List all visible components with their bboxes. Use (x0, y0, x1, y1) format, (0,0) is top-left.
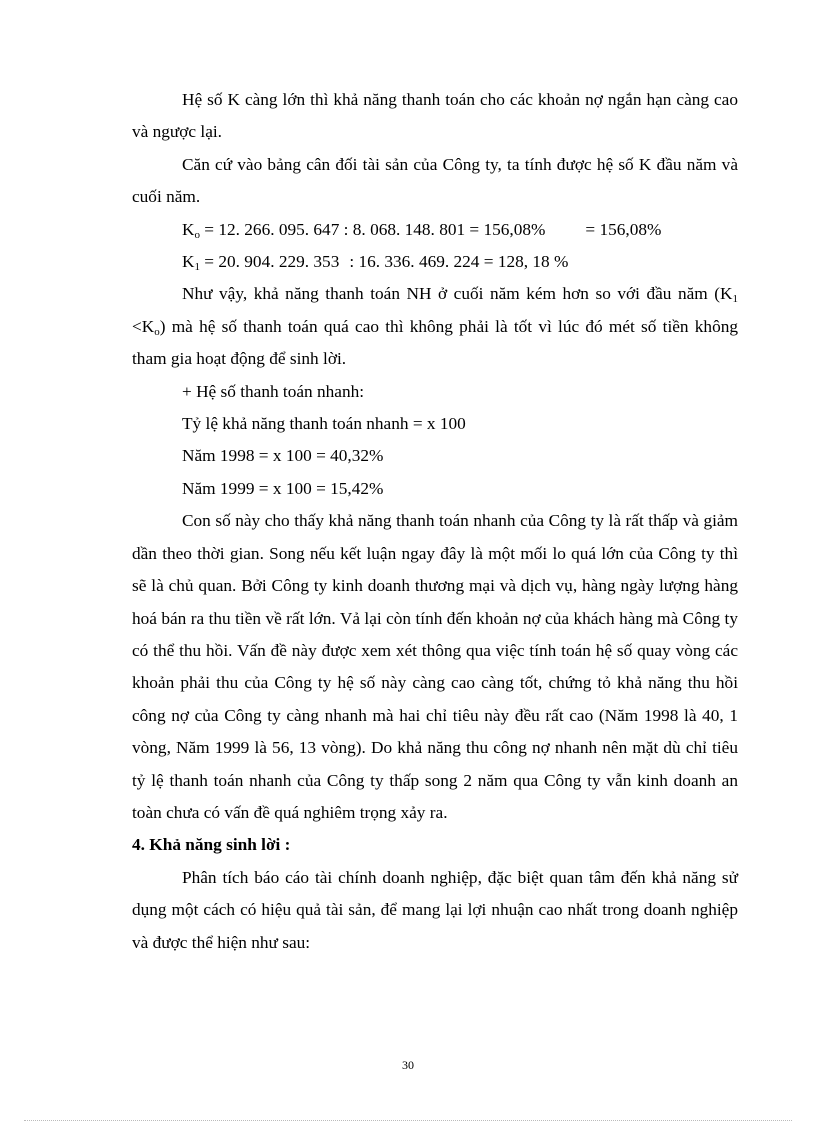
quick-ratio-heading: + Hệ số thanh toán nhanh: (182, 381, 365, 401)
section-heading-profitability: 4. Khả năng sinh lời : (132, 835, 291, 855)
k1-subscript: 1 (194, 261, 200, 274)
paragraph-quick-ratio-analysis: Con số này cho thấy khả năng thanh toán nhanh của Công ty là rất thấp và giảm dần theo thời gian. Song nếu kết luận ngay đây là một mối lo quá lớn của Công ty thì sẽ là chủ quan. Bởi Công ty kinh doanh thương mại và dịch vụ, hàng ngày lượng hàng hoá bán ra thu tiền về rất lớn. Vả lại còn tính đến khoản nợ của khách hàng mà Công ty có thể thu hồi. Vấn đề này được xem xét thông qua việc tính toán hệ số quay vòng các khoản phải thu của Công ty hệ số này càng cao càng tốt, chứng tỏ khả năng thu hồi công nợ của Công ty càng nhanh mà hai chỉ tiêu này đều rất cao (Năm 1998 là 40, 1 vòng, Năm 1999 là 56, 13 vòng). Do khả năng thu công nợ nhanh nên mặt dù chỉ tiêu tỷ lệ thanh toán nhanh của Công ty thấp song 2 năm qua Công ty vẫn kinh doanh an toàn chưa có vấn đề quá nghiêm trọng xảy ra. (132, 511, 738, 822)
k0-equation: = 12. 266. 095. 647 : 8. 068. 148. 801 = 156,08% (199, 219, 546, 239)
comparison-sub-1: 1 (732, 293, 738, 306)
quick-ratio-1999: Năm 1999 = x 100 = 15,42% (182, 478, 384, 498)
k1-symbol: K (182, 252, 195, 272)
comparison-text-b: <K (132, 316, 155, 336)
k0-subscript: o (194, 228, 200, 241)
page-body (132, 84, 738, 959)
comparison-text-c: ) mà hệ số thanh toán quá cao thì không phải là tốt vì lúc đó mét số tiền không tham gia hoạt động để sinh lời. (132, 316, 738, 369)
quick-ratio-1998: Năm 1998 = x 100 = 40,32% (182, 446, 384, 466)
k1-equation-rest: : 16. 336. 469. 224 = 128, 18 % (349, 252, 569, 272)
paragraph-balance-sheet-basis: Căn cứ vào bảng cân đối tài sản của Công ty, ta tính được hệ số K đầu năm và cuối năm. (132, 154, 738, 207)
formula-k1 (132, 246, 738, 278)
page-number: 30 (402, 1058, 414, 1072)
k0-result: = 156,08% (585, 219, 662, 239)
comparison-text-a: Như vậy, khả năng thanh toán NH ở cuối năm kém hơn so với đầu năm (K (182, 284, 733, 304)
paragraph-comparison (132, 278, 738, 375)
comparison-sub-2: o (154, 325, 160, 338)
k1-equation: = 20. 904. 229. 353 (199, 252, 340, 272)
formula-k0 (132, 214, 738, 246)
k0-symbol: K (182, 219, 195, 239)
quick-ratio-formula: Tỷ lệ khả năng thanh toán nhanh = x 100 (182, 414, 466, 434)
footer-divider (24, 1120, 792, 1121)
paragraph-profitability-intro: Phân tích báo cáo tài chính doanh nghiệp, đặc biệt quan tâm đến khả năng sử dụng một cách có hiệu quả tài sản, để mang lại lợi nhuận cao nhất trong doanh nghiệp và được thể hiện như sau: (132, 867, 738, 952)
paragraph-k-ratio-meaning: Hệ số K càng lớn thì khả năng thanh toán cho các khoản nợ ngắn hạn càng cao và ngược lại. (132, 90, 738, 142)
